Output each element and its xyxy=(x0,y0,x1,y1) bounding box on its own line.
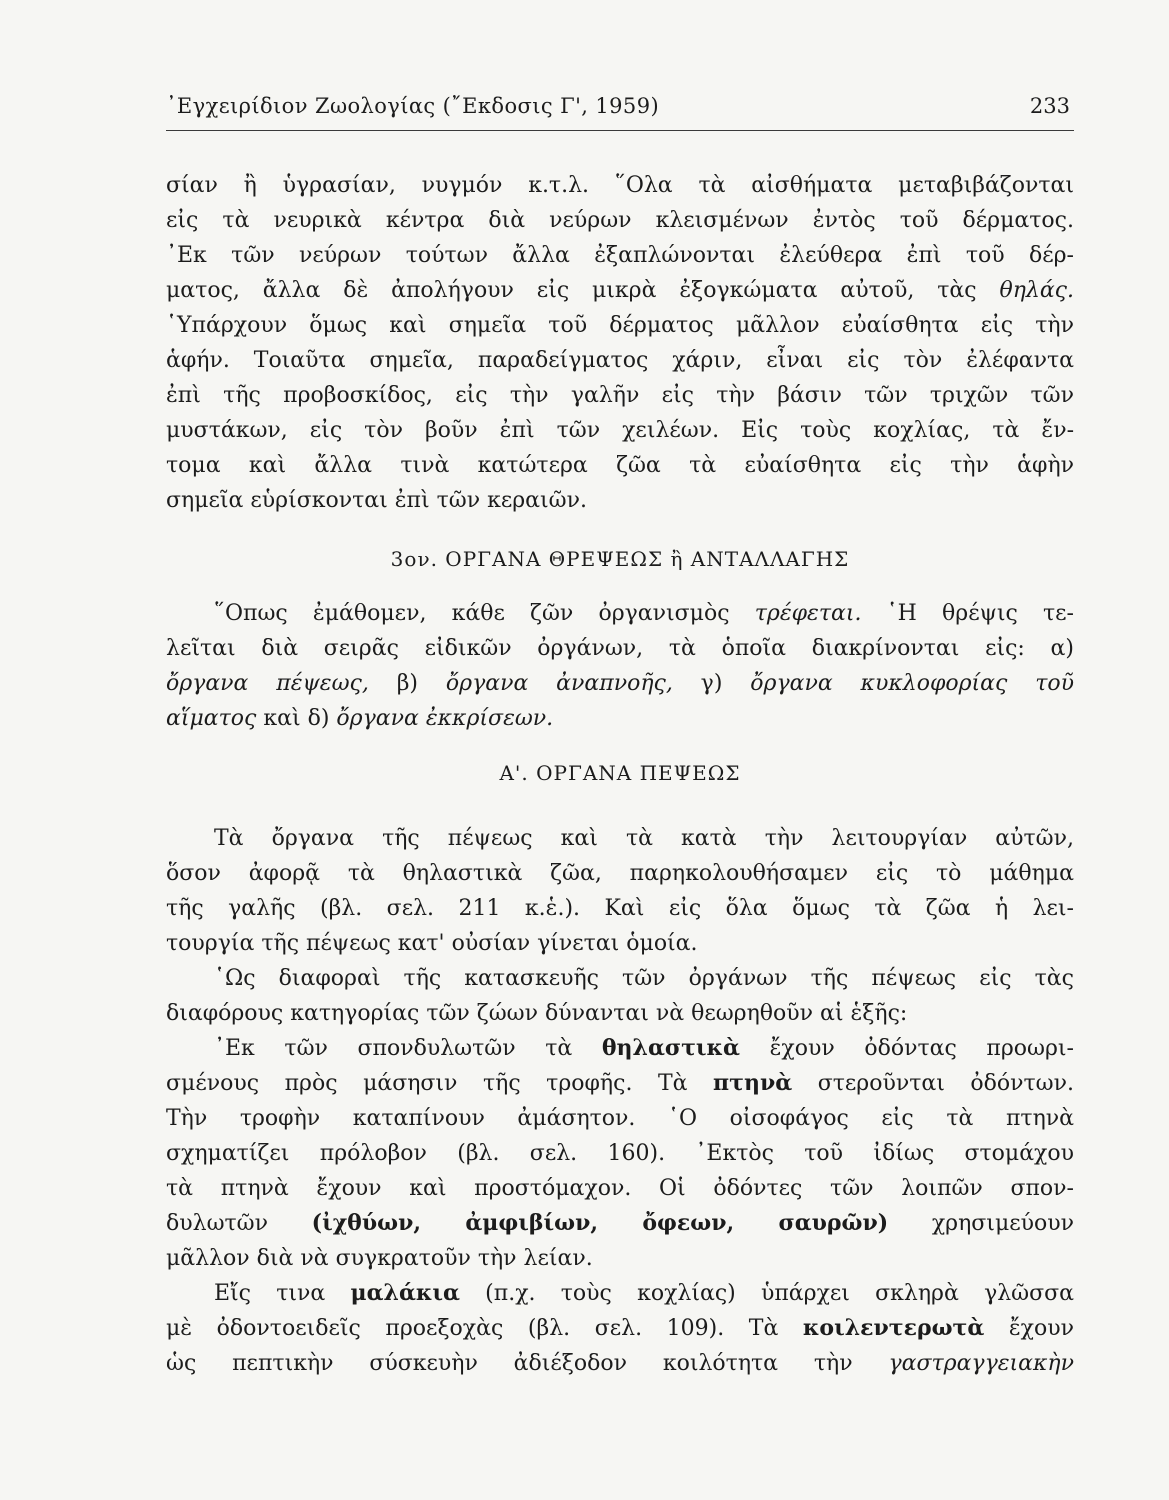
text-run: ἔχουν xyxy=(984,1316,1074,1341)
italic-term: ὄργανα κυκλοφορίας τοῦ xyxy=(750,671,1074,696)
text-run: β) xyxy=(368,671,446,696)
text-line xyxy=(166,701,1074,736)
italic-term: ὄργανα ἐκκρίσεων. xyxy=(336,706,554,731)
text-line: σχηματίζει πρόλοβον (βλ. σελ. 160). ᾿Εκτὸς τοῦ ἰδίως στομάχου xyxy=(166,1141,1074,1166)
text-line xyxy=(166,596,1074,631)
bold-term: κοιλεντερωτὰ xyxy=(802,1315,985,1341)
text-run: (π.χ. τοὺς κοχλίας) ὑπάρχει σκληρὰ γλῶσσα xyxy=(459,1281,1074,1306)
text-line: τῆς γαλῆς (βλ. σελ. 211 κ.ἑ.). Καὶ εἰς ὅλα ὅμως τὰ ζῶα ἡ λει- xyxy=(166,896,1074,921)
text-run: ἔχουν ὀδόντας προωρι- xyxy=(739,1036,1074,1061)
text-line: εἰς τὰ νευρικὰ κέντρα διὰ νεύρων κλεισμένων ἐντὸς τοῦ δέρματος. xyxy=(166,208,1074,233)
text-run: ᾿Εκ τῶν σπονδυλωτῶν τὰ xyxy=(214,1036,602,1061)
book-title: ᾿Εγχειρίδιον Ζωολογίας (῎Εκδοσις Γ', 1959) xyxy=(166,94,660,118)
paragraph-digestion-intro xyxy=(166,821,1074,961)
paragraph-invertebrates xyxy=(166,1276,1074,1381)
text-line xyxy=(166,666,1074,701)
text-run: χρησιμεύουν xyxy=(888,1211,1074,1236)
italic-term: ὄργανα ἀναπνοῆς, xyxy=(445,671,673,696)
text-line xyxy=(166,1311,1074,1346)
text-line: λεῖται διὰ σειρᾶς εἰδικῶν ὀργάνων, τὰ ὁποῖα διακρίνονται εἰς: α) xyxy=(166,636,1074,661)
text-line: ᾿Εκ τῶν νεύρων τούτων ἄλλα ἐξαπλώνονται ἐλεύθερα ἐπὶ τοῦ δέρ- xyxy=(166,243,1074,268)
text-run: ματος, ἄλλα δὲ ἀπολήγουν εἰς μικρὰ ἐξογκώματα αὐτοῦ, τὰς xyxy=(166,278,1000,303)
bold-term: θηλαστικὰ xyxy=(601,1035,740,1061)
text-line: ὅσον ἀφορᾷ τὰ θηλαστικὰ ζῶα, παρηκολουθήσαμεν εἰς τὸ μάθημα xyxy=(166,861,1074,886)
text-run: ῾Η θρέψις τε- xyxy=(861,601,1074,626)
text-line: Τὰ ὄργανα τῆς πέψεως καὶ τὰ κατὰ τὴν λειτουργίαν αὐτῶν, xyxy=(214,826,1074,851)
italic-term: τρέφεται. xyxy=(754,601,862,626)
subsection-heading: Α'. ΟΡΓΑΝΑ ΠΕΨΕΩΣ xyxy=(499,761,741,785)
text-line: ῾Υπάρχουν ὅμως καὶ σημεῖα τοῦ δέρματος μᾶλλον εὐαίσθητα εἰς τὴν xyxy=(166,313,1074,338)
bold-term: μαλάκια xyxy=(350,1280,460,1306)
text-line xyxy=(166,1066,1074,1101)
italic-term: ὄργανα πέψεως, xyxy=(166,671,369,696)
text-line: σημεῖα εὑρίσκονται ἐπὶ τῶν κεραιῶν. xyxy=(166,488,587,513)
section-heading: 3ον. ΟΡΓΑΝΑ ΘΡΕΨΕΩΣ ἢ ΑΝΤΑΛΛΑΓΗΣ xyxy=(390,547,850,571)
text-line: ῾Ως διαφοραὶ τῆς κατασκευῆς τῶν ὀργάνων τῆς πέψεως εἰς τὰς xyxy=(214,966,1074,991)
paragraph-differences xyxy=(166,961,1074,1031)
text-run: στεροῦνται ὀδόντων. xyxy=(792,1071,1074,1096)
text-run: καὶ δ) xyxy=(256,706,337,731)
paragraph-vertebrates xyxy=(166,1031,1074,1276)
text-line: Τὴν τροφὴν καταπίνουν ἀμάσητον. ῾Ο οἰσοφάγος εἰς τὰ πτηνὰ xyxy=(166,1106,1074,1131)
italic-term: θηλάς. xyxy=(999,278,1074,303)
text-line xyxy=(166,1206,1074,1241)
text-line: διαφόρους κατηγορίας τῶν ζώων δύνανται νὰ θεωρηθοῦν αἱ ἑξῆς: xyxy=(166,1001,908,1026)
text-line: τομα καὶ ἄλλα τινὰ κατώτερα ζῶα τὰ εὐαίσθητα εἰς τὴν ἁφὴν xyxy=(166,453,1074,478)
text-run: δυλωτῶν xyxy=(166,1211,312,1236)
italic-term: γαστραγγειακὴν xyxy=(888,1351,1074,1376)
text-line: ἐπὶ τῆς προβοσκίδος, εἰς τὴν γαλῆν εἰς τὴν βάσιν τῶν τριχῶν τῶν xyxy=(166,383,1074,408)
text-run: ῞Οπως ἐμάθομεν, κάθε ζῶν ὀργανισμὸς xyxy=(214,601,755,626)
text-line: σίαν ἢ ὑγρασίαν, νυγμόν κ.τ.λ. ῞Ολα τὰ αἰσθήματα μεταβιβάζονται xyxy=(166,173,1074,198)
text-line: ἁφήν. Τοιαῦτα σημεῖα, παραδείγματος χάριν, εἶναι εἰς τὸν ἐλέφαντα xyxy=(166,348,1074,373)
text-line: μᾶλλον διὰ νὰ συγκρατοῦν τὴν λείαν. xyxy=(166,1246,593,1271)
text-line: μυστάκων, εἰς τὸν βοῦν ἐπὶ τῶν χειλέων. Εἰς τοὺς κοχλίας, τὰ ἔν- xyxy=(166,418,1074,443)
text-run: γ) xyxy=(672,671,751,696)
paragraph-nutrition xyxy=(166,596,1074,736)
text-line xyxy=(166,1031,1074,1066)
text-run: μὲ ὀδοντοειδεῖς προεξοχὰς (βλ. σελ. 109). Τὰ xyxy=(166,1316,803,1341)
bold-term: (ἰχθύων, ἀμφιβίων, ὄφεων, σαυρῶν) xyxy=(311,1210,889,1236)
bold-term: πτηνὰ xyxy=(713,1070,793,1096)
text-run: σμένους πρὸς μάσησιν τῆς τροφῆς. Τὰ xyxy=(166,1071,714,1096)
paragraph-senses xyxy=(166,168,1074,518)
text-run: ὡς πεπτικὴν σύσκευὴν ἀδιέξοδον κοιλότητα τὴν xyxy=(166,1351,889,1376)
text-line xyxy=(166,1346,1074,1381)
page-body xyxy=(166,168,1074,1381)
text-line xyxy=(166,273,1074,308)
text-line: τουργία τῆς πέψεως κατ' οὐσίαν γίνεται ὁμοία. xyxy=(166,931,698,956)
running-header xyxy=(166,90,1074,131)
text-run: Εἴς τινα xyxy=(214,1281,351,1306)
text-line: τὰ πτηνὰ ἔχουν καὶ προστόμαχον. Οἱ ὀδόντες τῶν λοιπῶν σπον- xyxy=(166,1176,1074,1201)
text-line xyxy=(166,1276,1074,1311)
italic-term: αἵματος xyxy=(166,706,257,731)
page-number: 233 xyxy=(1029,94,1070,118)
